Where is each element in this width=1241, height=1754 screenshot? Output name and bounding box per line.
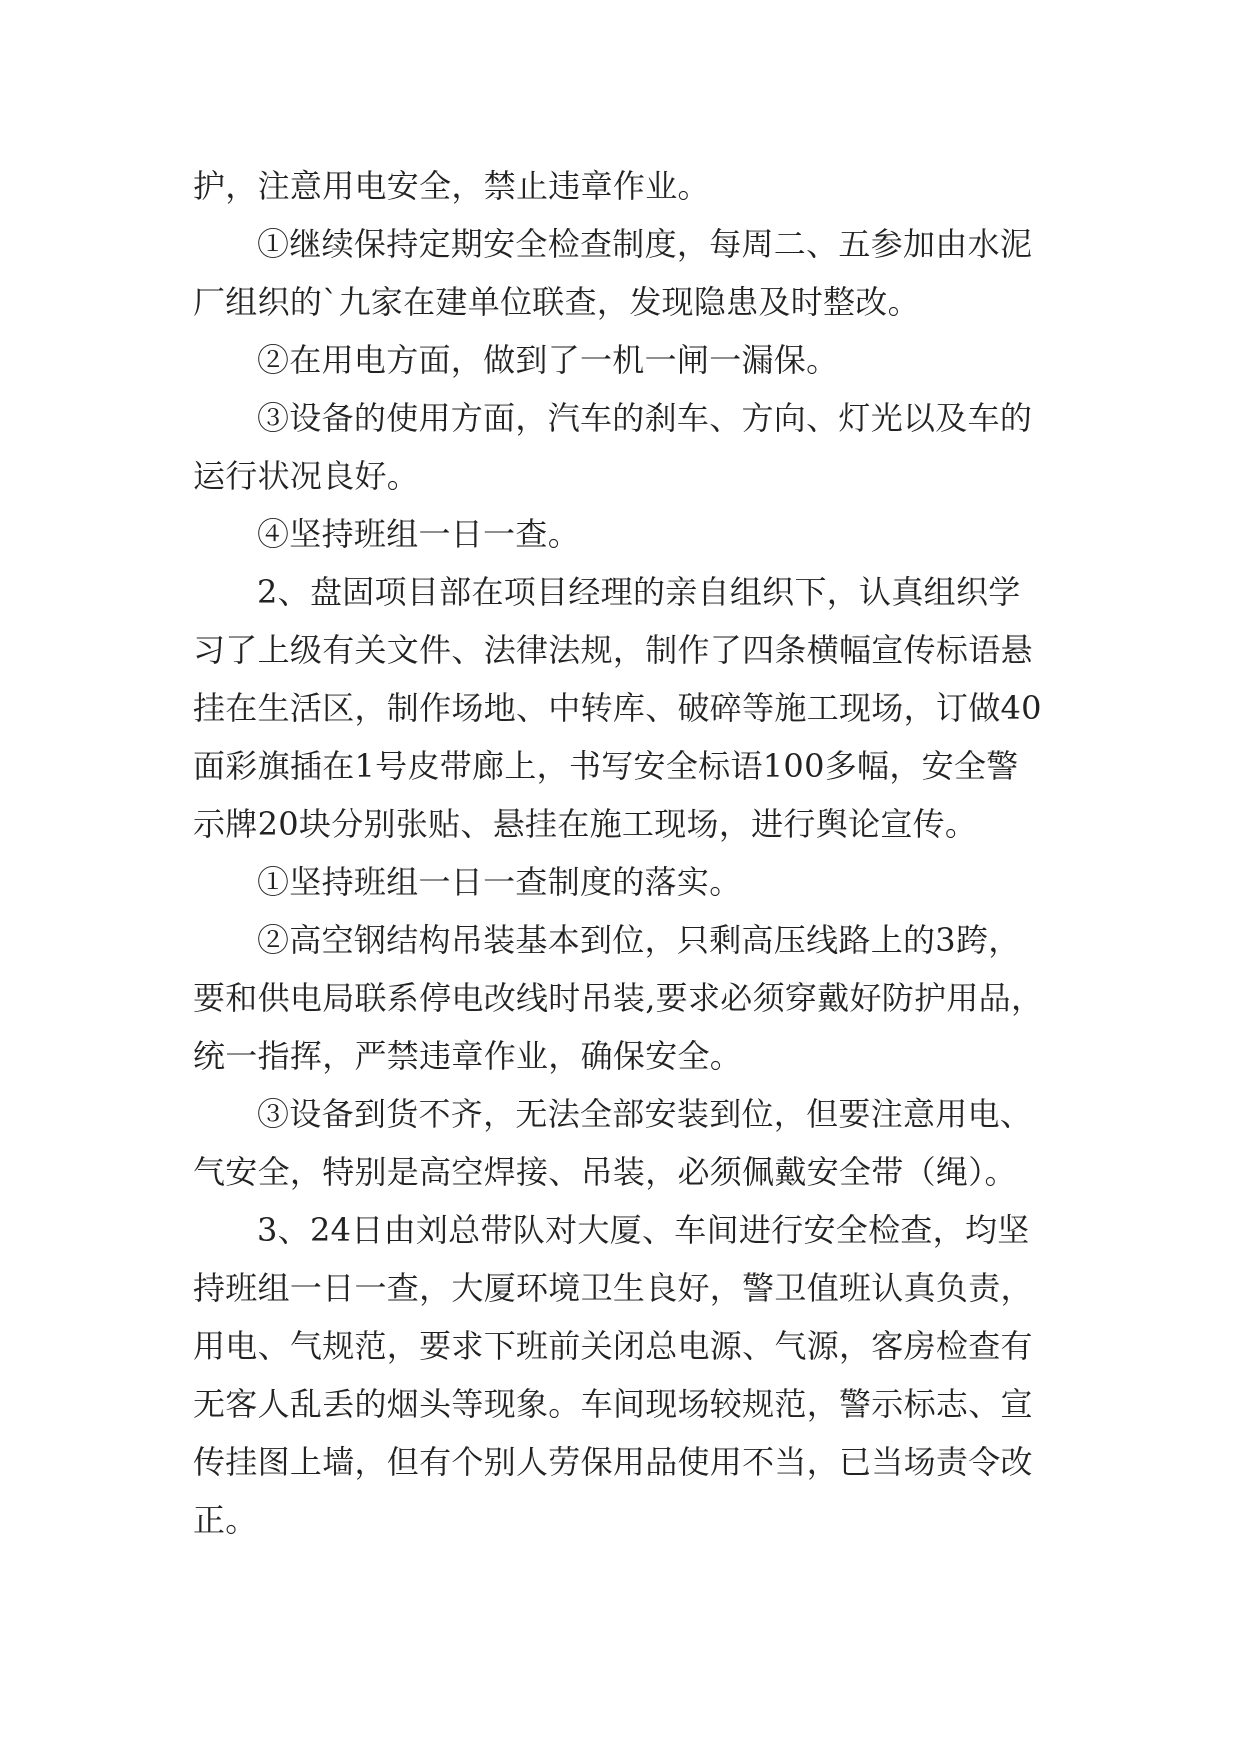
text-line: ④坚持班组一日一查。 xyxy=(257,515,581,553)
text-line: 2、盘固项目部在项目经理的亲自组织下，认真组织学 xyxy=(257,573,1021,611)
text-line: 挂在生活区，制作场地、中转库、破碎等施工现场，订做40 xyxy=(193,689,1042,727)
text-line: 统一指挥，严禁违章作业，确保安全。 xyxy=(193,1037,743,1075)
text-line: 无客人乱丢的烟头等现象。车间现场较规范，警示标志、宣 xyxy=(193,1385,1033,1423)
text-line: 运行状况良好。 xyxy=(193,457,420,495)
text-line: 要和供电局联系停电改线时吊装,要求必须穿戴好防护用品， xyxy=(193,979,1044,1017)
text-line: 用电、气规范，要求下班前关闭总电源、气源，客房检查有 xyxy=(193,1327,1033,1365)
text-line: ③设备到货不齐，无法全部安装到位，但要注意用电、 xyxy=(257,1095,1033,1133)
text-line: 示牌20块分别张贴、悬挂在施工现场，进行舆论宣传。 xyxy=(193,805,978,843)
text-line: ③设备的使用方面，汽车的刹车、方向、灯光以及车的 xyxy=(257,399,1033,437)
text-line: 护，注意用电安全，禁止违章作业。 xyxy=(193,167,710,205)
text-line: 持班组一日一查，大厦环境卫生良好，警卫值班认真负责， xyxy=(193,1269,1033,1307)
document-body xyxy=(193,157,1053,1549)
text-line: ①坚持班组一日一查制度的落实。 xyxy=(257,863,742,901)
text-line: 气安全，特别是高空焊接、吊装，必须佩戴安全带（绳）。 xyxy=(193,1153,1017,1191)
text-line: 传挂图上墙，但有个别人劳保用品使用不当，已当场责令改 xyxy=(193,1443,1033,1481)
text-line: 正。 xyxy=(193,1501,258,1539)
text-line: 厂组织的`九家在建单位联查，发现隐患及时整改。 xyxy=(193,283,920,321)
text-line: ①继续保持定期安全检查制度，每周二、五参加由水泥 xyxy=(257,225,1033,263)
text-line: 3、24日由刘总带队对大厦、车间进行安全检查，均坚 xyxy=(257,1211,1030,1249)
text-line: ②高空钢结构吊装基本到位，只剩高压线路上的3跨， xyxy=(257,921,1021,959)
text-line: 习了上级有关文件、法律法规，制作了四条横幅宣传标语悬 xyxy=(193,631,1033,669)
text-line: ②在用电方面，做到了一机一闸一漏保。 xyxy=(257,341,839,379)
text-line: 面彩旗插在1号皮带廊上，书写安全标语100多幅，安全警 xyxy=(193,747,1019,785)
